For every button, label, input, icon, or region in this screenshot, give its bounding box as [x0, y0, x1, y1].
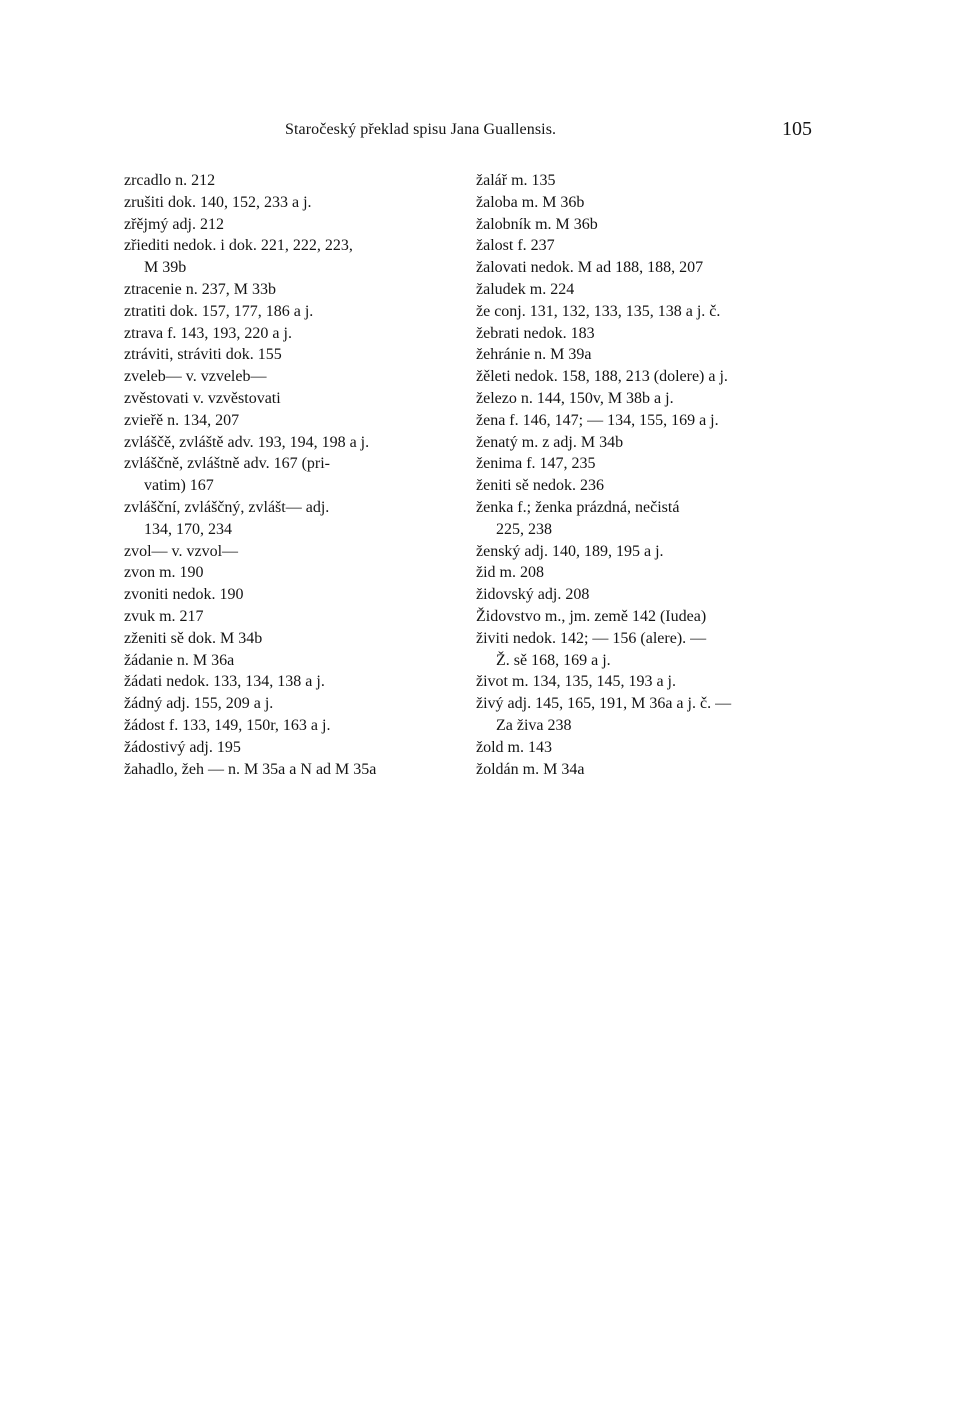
index-entry: zřějmý adj. 212 [124, 215, 224, 233]
index-entry: žena f. 146, 147; — 134, 155, 169 a j. [476, 411, 719, 429]
index-entry-continuation: 225, 238 [496, 520, 552, 538]
index-entry: železo n. 144, 150v, M 38b a j. [476, 389, 674, 407]
index-entry: živý adj. 145, 165, 191, M 36a a j. č. — [476, 695, 732, 713]
page-number: 105 [782, 118, 812, 140]
index-entry: žalost f. 237 [476, 237, 555, 255]
index-entry: žaludek m. 224 [476, 280, 575, 298]
index-entry: zvol— v. vzvol— [124, 542, 239, 560]
index-entry: živiti nedok. 142; — 156 (alere). — [476, 629, 707, 647]
index-entry: žahadlo, žeh — n. M 35a a N ad M 35a [124, 760, 377, 778]
index-column-right [476, 170, 816, 780]
index-entry: zvoniti nedok. 190 [124, 586, 244, 604]
index-entry: žádati nedok. 133, 134, 138 a j. [124, 673, 325, 691]
index-entry: židovský adj. 208 [476, 586, 590, 604]
index-entry: zvěstovati v. vzvěstovati [124, 389, 281, 407]
index-entry: zvon m. 190 [124, 564, 204, 582]
index-entry-continuation: Za živa 238 [496, 716, 572, 734]
index-entry: žold m. 143 [476, 738, 552, 756]
index-entry: zvlášční, zvláščný, zvlášt— adj. [124, 498, 330, 516]
index-entry: žádanie n. M 36a [124, 651, 235, 669]
index-entry: že conj. 131, 132, 133, 135, 138 a j. č. [476, 302, 721, 320]
index-entry: žádný adj. 155, 209 a j. [124, 695, 274, 713]
index-entry: žádostivý adj. 195 [124, 738, 241, 756]
index-entry: zvieřě n. 134, 207 [124, 411, 240, 429]
index-entry: ženka f.; ženka prázdná, nečistá [476, 498, 680, 516]
index-entry-continuation: vatim) 167 [144, 477, 214, 495]
index-entry: zrcadlo n. 212 [124, 172, 216, 189]
index-entry: život m. 134, 135, 145, 193 a j. [476, 673, 676, 691]
index-entry-continuation: M 39b [144, 259, 187, 277]
index-entry: žoldán m. M 34a [476, 760, 585, 778]
index-entry: žaloba m. M 36b [476, 193, 585, 211]
index-entry: žalobník m. M 36b [476, 215, 598, 233]
index-entry: ztracenie n. 237, M 33b [124, 280, 276, 298]
index-entry: zženiti sě dok. M 34b [124, 629, 263, 647]
page-header [120, 118, 812, 146]
index-entry: Židovstvo m., jm. země 142 (Iudea) [476, 607, 707, 625]
index-entry: ženatý m. z adj. M 34b [476, 433, 624, 451]
index-entry: ztratiti dok. 157, 177, 186 a j. [124, 302, 314, 320]
index-entry: žid m. 208 [476, 564, 544, 582]
index-entry: ženský adj. 140, 189, 195 a j. [476, 542, 664, 560]
index-entry: žádost f. 133, 149, 150r, 163 a j. [124, 716, 331, 734]
index-entry: žehránie n. M 39a [476, 346, 592, 364]
index-entry: žebrati nedok. 183 [476, 324, 595, 342]
index-entry-continuation: 134, 170, 234 [144, 520, 232, 538]
index-entry: zvuk m. 217 [124, 607, 204, 625]
index-entry: žalář m. 135 [476, 172, 556, 189]
index-entry: ztrava f. 143, 193, 220 a j. [124, 324, 292, 342]
index-entry-continuation: Ž. sě 168, 169 a j. [496, 651, 611, 669]
index-entry: ženima f. 147, 235 [476, 455, 596, 473]
index-entry: zrušiti dok. 140, 152, 233 a j. [124, 193, 312, 211]
running-title: Staročeský překlad spisu Jana Guallensis. [285, 121, 557, 138]
index-entry: zveleb— v. vzveleb— [124, 368, 267, 386]
index-entry: zřiediti nedok. i dok. 221, 222, 223, [124, 237, 353, 255]
index-column-left [124, 170, 459, 780]
index-entry: zvláščě, zvláště adv. 193, 194, 198 a j. [124, 433, 370, 451]
index-entry: žěleti nedok. 158, 188, 213 (dolere) a j. [476, 368, 728, 386]
index-entry: ženiti sě nedok. 236 [476, 477, 604, 495]
index-entry: zvláščně, zvláštně adv. 167 (pri- [124, 455, 330, 473]
index-entry: žalovati nedok. M ad 188, 188, 207 [476, 259, 704, 277]
index-entry: ztráviti, stráviti dok. 155 [124, 346, 282, 364]
